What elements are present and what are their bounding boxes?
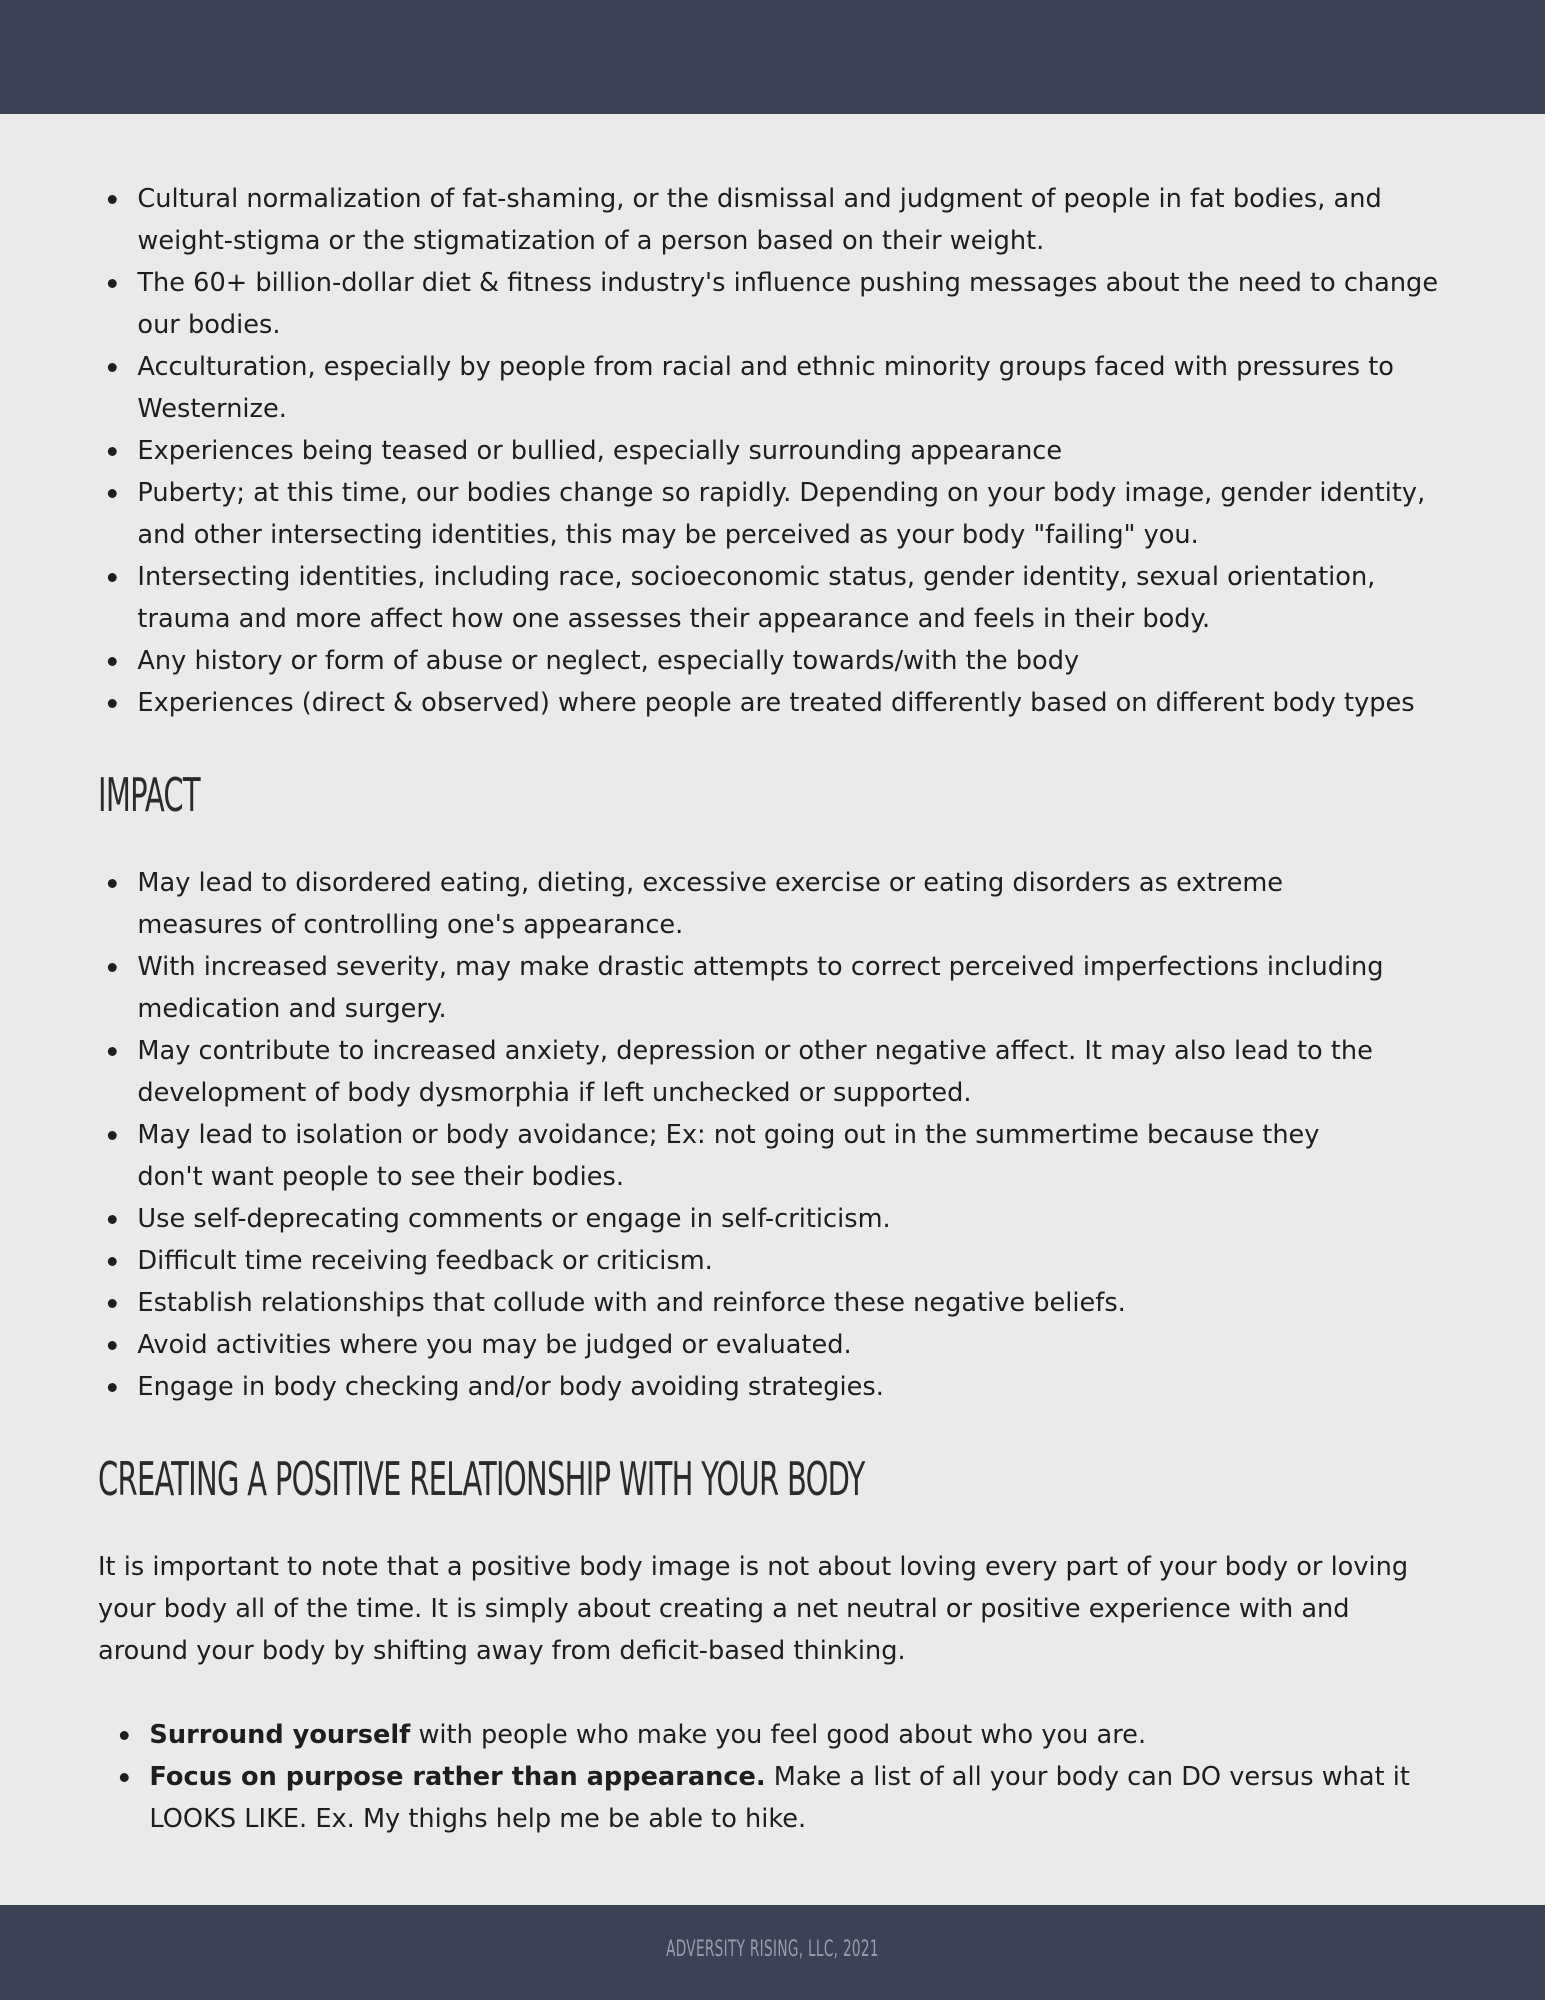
line: Use self-deprecating comments or engage in self-criticism. <box>137 1204 891 1234</box>
list-item <box>98 1114 1457 1198</box>
line: Cultural normalization of fat-shaming, or the dismissal and judgment of people in fat bodies, and <box>137 184 1382 214</box>
line: Make a list of all your body can DO versus what it <box>765 1762 1410 1792</box>
intro-paragraph <box>98 1546 1477 1672</box>
line: May lead to isolation or body avoidance; Ex: not going out in the summertime because they <box>137 1120 1320 1150</box>
list-item <box>98 178 1457 262</box>
list-item <box>98 346 1457 430</box>
list-item <box>98 1030 1457 1114</box>
line: medication and surgery. <box>137 994 447 1024</box>
line: measures of controlling one's appearance. <box>137 910 684 940</box>
line: May contribute to increased anxiety, depression or other negative affect. It may also lead to the <box>137 1036 1373 1066</box>
line: Engage in body checking and/or body avoiding strategies. <box>137 1372 884 1402</box>
list-item <box>110 1714 1469 1756</box>
list-item <box>98 946 1457 1030</box>
list-item <box>98 682 1457 724</box>
line: Experiences being teased or bullied, especially surrounding appearance <box>137 436 1063 466</box>
list-item <box>98 1198 1457 1240</box>
impact-list <box>98 862 1478 1408</box>
line: weight-stigma or the stigmatization of a person based on their weight. <box>137 226 1045 256</box>
list-item <box>98 1240 1457 1282</box>
line: It is important to note that a positive body image is not about loving every part of your body or loving <box>98 1552 1409 1582</box>
impact-heading: IMPACT <box>98 768 200 822</box>
line: Experiences (direct & observed) where people are treated differently based on different body types <box>137 688 1415 718</box>
line: Puberty; at this time, our bodies change so rapidly. Depending on your body image, gender identity, <box>137 478 1426 508</box>
tips-list <box>110 1714 1490 1840</box>
line: Westernize. <box>137 394 287 424</box>
line: Any history or form of abuse or neglect, especially towards/with the body <box>137 646 1080 676</box>
list-item <box>98 472 1457 556</box>
line: Difficult time receiving feedback or criticism. <box>137 1246 713 1276</box>
line: With increased severity, may make drastic attempts to correct perceived imperfections including <box>137 952 1384 982</box>
line: your body all of the time. It is simply about creating a net neutral or positive experience with and <box>98 1594 1350 1624</box>
list-item <box>98 262 1457 346</box>
line: and other intersecting identities, this may be perceived as your body "failing" you. <box>137 520 1199 550</box>
factors-list <box>98 178 1478 724</box>
line: The 60+ billion-dollar diet & fitness industry's influence pushing messages about the need to change <box>137 268 1439 298</box>
line: with people who make you feel good about who you are. <box>410 1720 1147 1750</box>
creating-heading: CREATING A POSITIVE RELATIONSHIP WITH YOUR BODY <box>98 1452 865 1506</box>
line: Establish relationships that collude with and reinforce these negative beliefs. <box>137 1288 1126 1318</box>
line: Acculturation, especially by people from racial and ethnic minority groups faced with pressures to <box>137 352 1394 382</box>
line: Avoid activities where you may be judged or evaluated. <box>137 1330 852 1360</box>
line: development of body dysmorphia if left unchecked or supported. <box>137 1078 972 1108</box>
line: our bodies. <box>137 310 281 340</box>
line: May lead to disordered eating, dieting, excessive exercise or eating disorders as extreme <box>137 868 1284 898</box>
list-item <box>98 430 1457 472</box>
line: trauma and more affect how one assesses their appearance and feels in their body. <box>137 604 1211 634</box>
list-item <box>98 1282 1457 1324</box>
line: LOOKS LIKE. Ex. My thighs help me be able to hike. <box>149 1804 807 1834</box>
list-item <box>98 1324 1457 1366</box>
document-body <box>98 178 1478 1834</box>
list-item <box>98 1366 1457 1408</box>
footer-copyright: ADVERSITY RISING, LLC, 2021 <box>666 1937 879 1962</box>
list-item <box>98 640 1457 682</box>
line: around your body by shifting away from deficit-based thinking. <box>98 1636 906 1666</box>
line: don't want people to see their bodies. <box>137 1162 624 1192</box>
list-item <box>98 556 1457 640</box>
line: Intersecting identities, including race, socioeconomic status, gender identity, sexual orientation, <box>137 562 1376 592</box>
list-item <box>110 1756 1469 1840</box>
bold-lead: Surround yourself <box>149 1720 411 1750</box>
bold-lead: Focus on purpose rather than appearance. <box>149 1762 766 1792</box>
list-item <box>98 862 1457 946</box>
header-bar <box>0 0 1545 114</box>
